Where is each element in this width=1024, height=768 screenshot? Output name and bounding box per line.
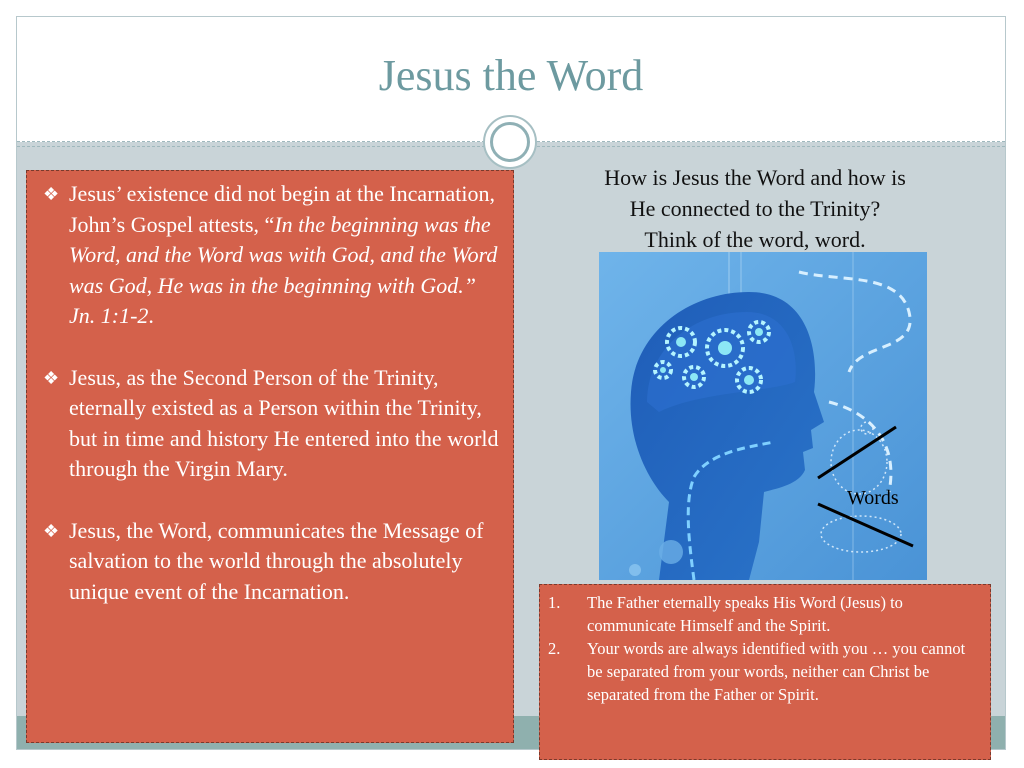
left-content-box [26,170,514,743]
bullet-item [43,516,503,608]
diamond-bullet-icon: ❖ [43,184,60,204]
question-line: How is Jesus the Word and how is [604,165,906,190]
head-gears-illustration [599,252,927,580]
item-number: 1. [548,593,561,612]
bullet-text: Jesus’ existence did not begin at the Incarnation, John’s Gospel attests, “ [69,181,496,237]
bullet-text-end: . [148,303,154,328]
item-text: Your words are always identified with you … you cannot be separated from your words, neither can Christ be separated from the Father or Spirit. [587,639,966,704]
divider-circle-inner [490,122,530,162]
right-numbered-box [539,584,991,760]
numbered-item [548,637,982,706]
scripture-quote: In the beginning was the Word, and the Word was with God, and the Word was God, He was in the beginning with God.” Jn. 1:1-2 [69,211,498,328]
bullet-text: Jesus, the Word, communicates the Message of salvation to the world through the absolutely unique event of the Incarnation. [69,517,484,604]
bullet-item [43,363,503,485]
words-label: Words [847,487,899,509]
item-number: 2. [548,639,561,658]
question-line: He connected to the Trinity? [629,196,881,221]
question-text [530,162,980,255]
item-text: The Father eternally speaks His Word (Jesus) to communicate Himself and the Spirit. [587,593,903,635]
bullet-item [43,179,503,332]
bullet-text: Jesus, as the Second Person of the Trinity, eternally existed as a Person within the Trinity, but in time and history He entered into the world through the Virgin Mary. [69,364,499,481]
numbered-item [548,591,982,637]
slide-title: Jesus the Word [378,51,644,100]
diamond-bullet-icon: ❖ [43,367,60,388]
diamond-bullet-icon: ❖ [43,520,60,541]
question-line: Think of the word, word. [644,227,866,252]
